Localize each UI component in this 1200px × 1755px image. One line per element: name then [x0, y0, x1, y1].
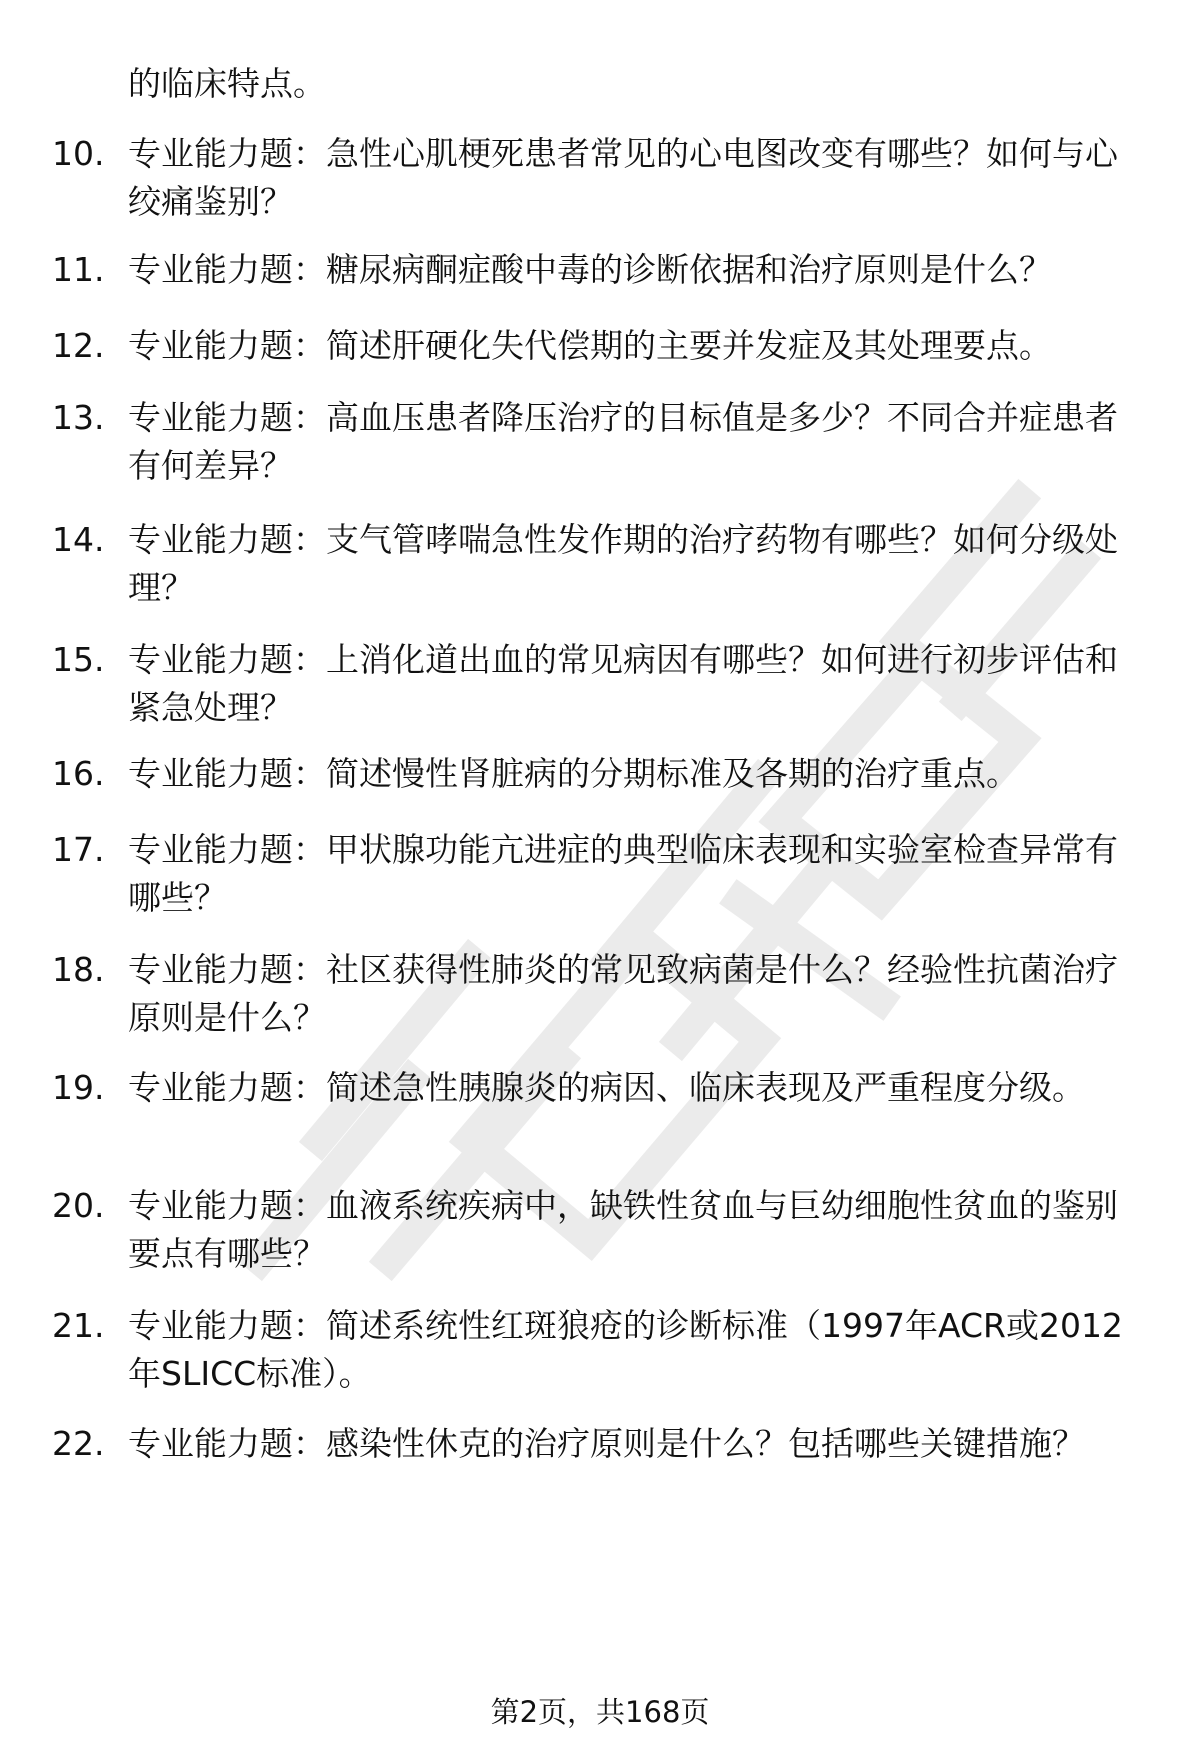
question-number: 14. — [52, 520, 105, 559]
question-number: 18. — [52, 950, 105, 989]
question-text: 专业能力题：支气管哮喘急性发作期的治疗药物有哪些？如何分级处理？ — [128, 520, 1118, 607]
question-text: 专业能力题：社区获得性肺炎的常见致病菌是什么？经验性抗菌治疗原则是什么？ — [128, 950, 1118, 1037]
question-text: 专业能力题：血液系统疾病中，缺铁性贫血与巨幼细胞性贫血的鉴别要点有哪些？ — [128, 1186, 1118, 1273]
continuation-text: 的临床特点。 — [128, 64, 326, 103]
question-text: 专业能力题：高血压患者降压治疗的目标值是多少？不同合并症患者有何差异？ — [128, 398, 1118, 485]
question-number: 15. — [52, 640, 105, 679]
question-text: 专业能力题：上消化道出血的常见病因有哪些？如何进行初步评估和紧急处理？ — [128, 640, 1118, 727]
question-text: 专业能力题：简述慢性肾脏病的分期标准及各期的治疗重点。 — [128, 754, 1019, 793]
question-number: 12. — [52, 326, 105, 365]
question-number: 13. — [52, 398, 105, 437]
question-text: 专业能力题：甲状腺功能亢进症的典型临床表现和实验室检查异常有哪些？ — [128, 830, 1118, 917]
question-text: 专业能力题：急性心肌梗死患者常见的心电图改变有哪些？如何与心绞痛鉴别？ — [128, 134, 1118, 221]
question-text: 专业能力题：简述急性胰腺炎的病因、临床表现及严重程度分级。 — [128, 1068, 1085, 1107]
page-footer: 第2页，共168页 — [490, 1695, 710, 1729]
question-number: 11. — [52, 250, 105, 289]
question-number: 20. — [52, 1186, 105, 1225]
question-number: 17. — [52, 830, 105, 869]
question-number: 21. — [52, 1306, 105, 1345]
question-text: 专业能力题：感染性休克的治疗原则是什么？包括哪些关键措施？ — [128, 1424, 1085, 1463]
question-number: 10. — [52, 134, 105, 173]
question-text: 专业能力题：简述系统性红斑狼疮的诊断标准（1997年ACR或2012年SLICC标准）。 — [128, 1306, 1123, 1393]
question-number: 19. — [52, 1068, 105, 1107]
question-number: 22. — [52, 1424, 105, 1463]
question-text: 专业能力题：简述肝硬化失代偿期的主要并发症及其处理要点。 — [128, 326, 1052, 365]
question-text: 专业能力题：糖尿病酮症酸中毒的诊断依据和治疗原则是什么？ — [128, 250, 1052, 289]
question-number: 16. — [52, 754, 105, 793]
